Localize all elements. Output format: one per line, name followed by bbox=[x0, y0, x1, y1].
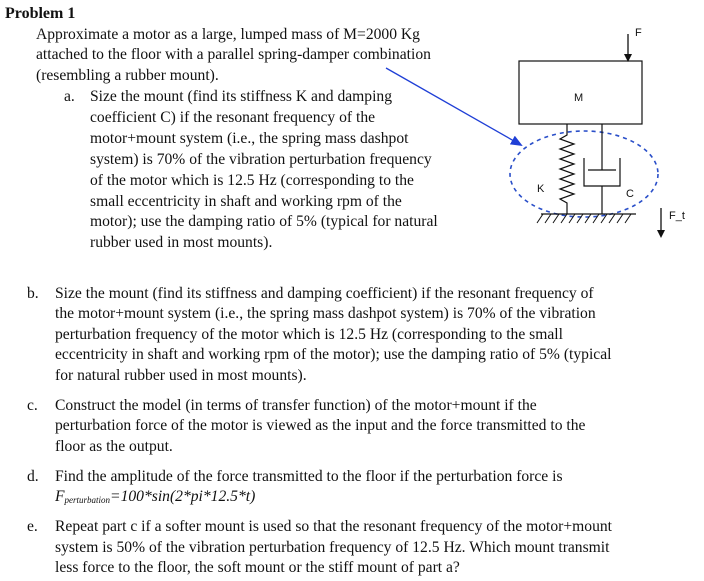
part-c-line: perturbation force of the motor is viewed as the input and the force transmitted to the bbox=[55, 417, 586, 434]
part-c-line: floor as the output. bbox=[55, 438, 173, 455]
part-d-line: Find the amplitude of the force transmitted to the floor if the perturbation force is bbox=[55, 468, 563, 485]
part-a-marker: a. bbox=[64, 88, 75, 105]
part-b-line: for natural rubber used in most mounts). bbox=[55, 367, 307, 384]
part-a-line: rubber used in most mounts). bbox=[90, 234, 273, 251]
part-e-line: Repeat part c if a softer mount is used so that the resonant frequency of the motor+mount bbox=[55, 518, 613, 535]
transmitted-force-label: F_t bbox=[669, 210, 685, 222]
ground-hatch bbox=[537, 214, 636, 223]
part-b-marker: b. bbox=[27, 285, 39, 302]
part-b-line: perturbation frequency of the motor which is 12.5 Hz (corresponding to the small bbox=[55, 326, 563, 343]
problem-title: Problem 1 bbox=[5, 5, 76, 22]
formula-subscript: perturbation bbox=[64, 495, 111, 505]
part-c-line: Construct the model (in terms of transfer function) of the motor+mount if the bbox=[55, 397, 537, 414]
part-e-line: less force to the floor, the soft mount or the stiff mount of part a? bbox=[55, 559, 460, 576]
damper-label: C bbox=[626, 188, 634, 200]
part-a-line: Size the mount (find its stiffness K and damping bbox=[90, 88, 393, 105]
part-b-line: eccentricity in shaft and working rpm of the motor); use the damping ratio of 5% (typical bbox=[55, 346, 612, 363]
spring-icon bbox=[560, 124, 574, 214]
part-a-line: motor+mount system (i.e., the spring mass dashpot bbox=[90, 130, 409, 147]
pointer-arrow bbox=[386, 68, 521, 145]
part-a-line: of the motor which is 12.5 Hz (corresponding to the bbox=[90, 172, 414, 189]
part-a-line: small eccentricity in shaft and working rpm of the bbox=[90, 193, 402, 210]
part-b-line: the motor+mount system (i.e., the spring mass dashpot system) is 70% of the vibration bbox=[55, 305, 596, 322]
part-a-line: coefficient C) if the resonant frequency of the bbox=[90, 109, 376, 126]
part-a-line: system) is 70% of the vibration perturbation frequency bbox=[90, 151, 432, 168]
force-label: F bbox=[635, 27, 642, 39]
mass-label: M bbox=[574, 92, 584, 104]
part-d-marker: d. bbox=[27, 468, 39, 485]
part-e-line: system is 50% of the vibration perturbation frequency of 12.5 Hz. Which mount transmit bbox=[55, 539, 610, 556]
spring-label: K bbox=[537, 183, 545, 195]
part-a-line: motor); use the damping ratio of 5% (typical for natural bbox=[90, 213, 438, 230]
part-c-marker: c. bbox=[27, 397, 38, 414]
intro-line: attached to the floor with a parallel spring-damper combination bbox=[36, 46, 431, 63]
intro-line: (resembling a rubber mount). bbox=[36, 67, 219, 84]
intro-line: Approximate a motor as a large, lumped mass of M=2000 Kg bbox=[36, 26, 420, 43]
damper-icon bbox=[584, 124, 620, 214]
formula-symbol: F bbox=[55, 488, 65, 505]
formula-expression: =100*sin(2*pi*12.5*t) bbox=[110, 488, 256, 505]
part-e-marker: e. bbox=[27, 518, 38, 535]
part-b-line: Size the mount (find its stiffness and damping coefficient) if the resonant frequency of bbox=[55, 285, 594, 302]
